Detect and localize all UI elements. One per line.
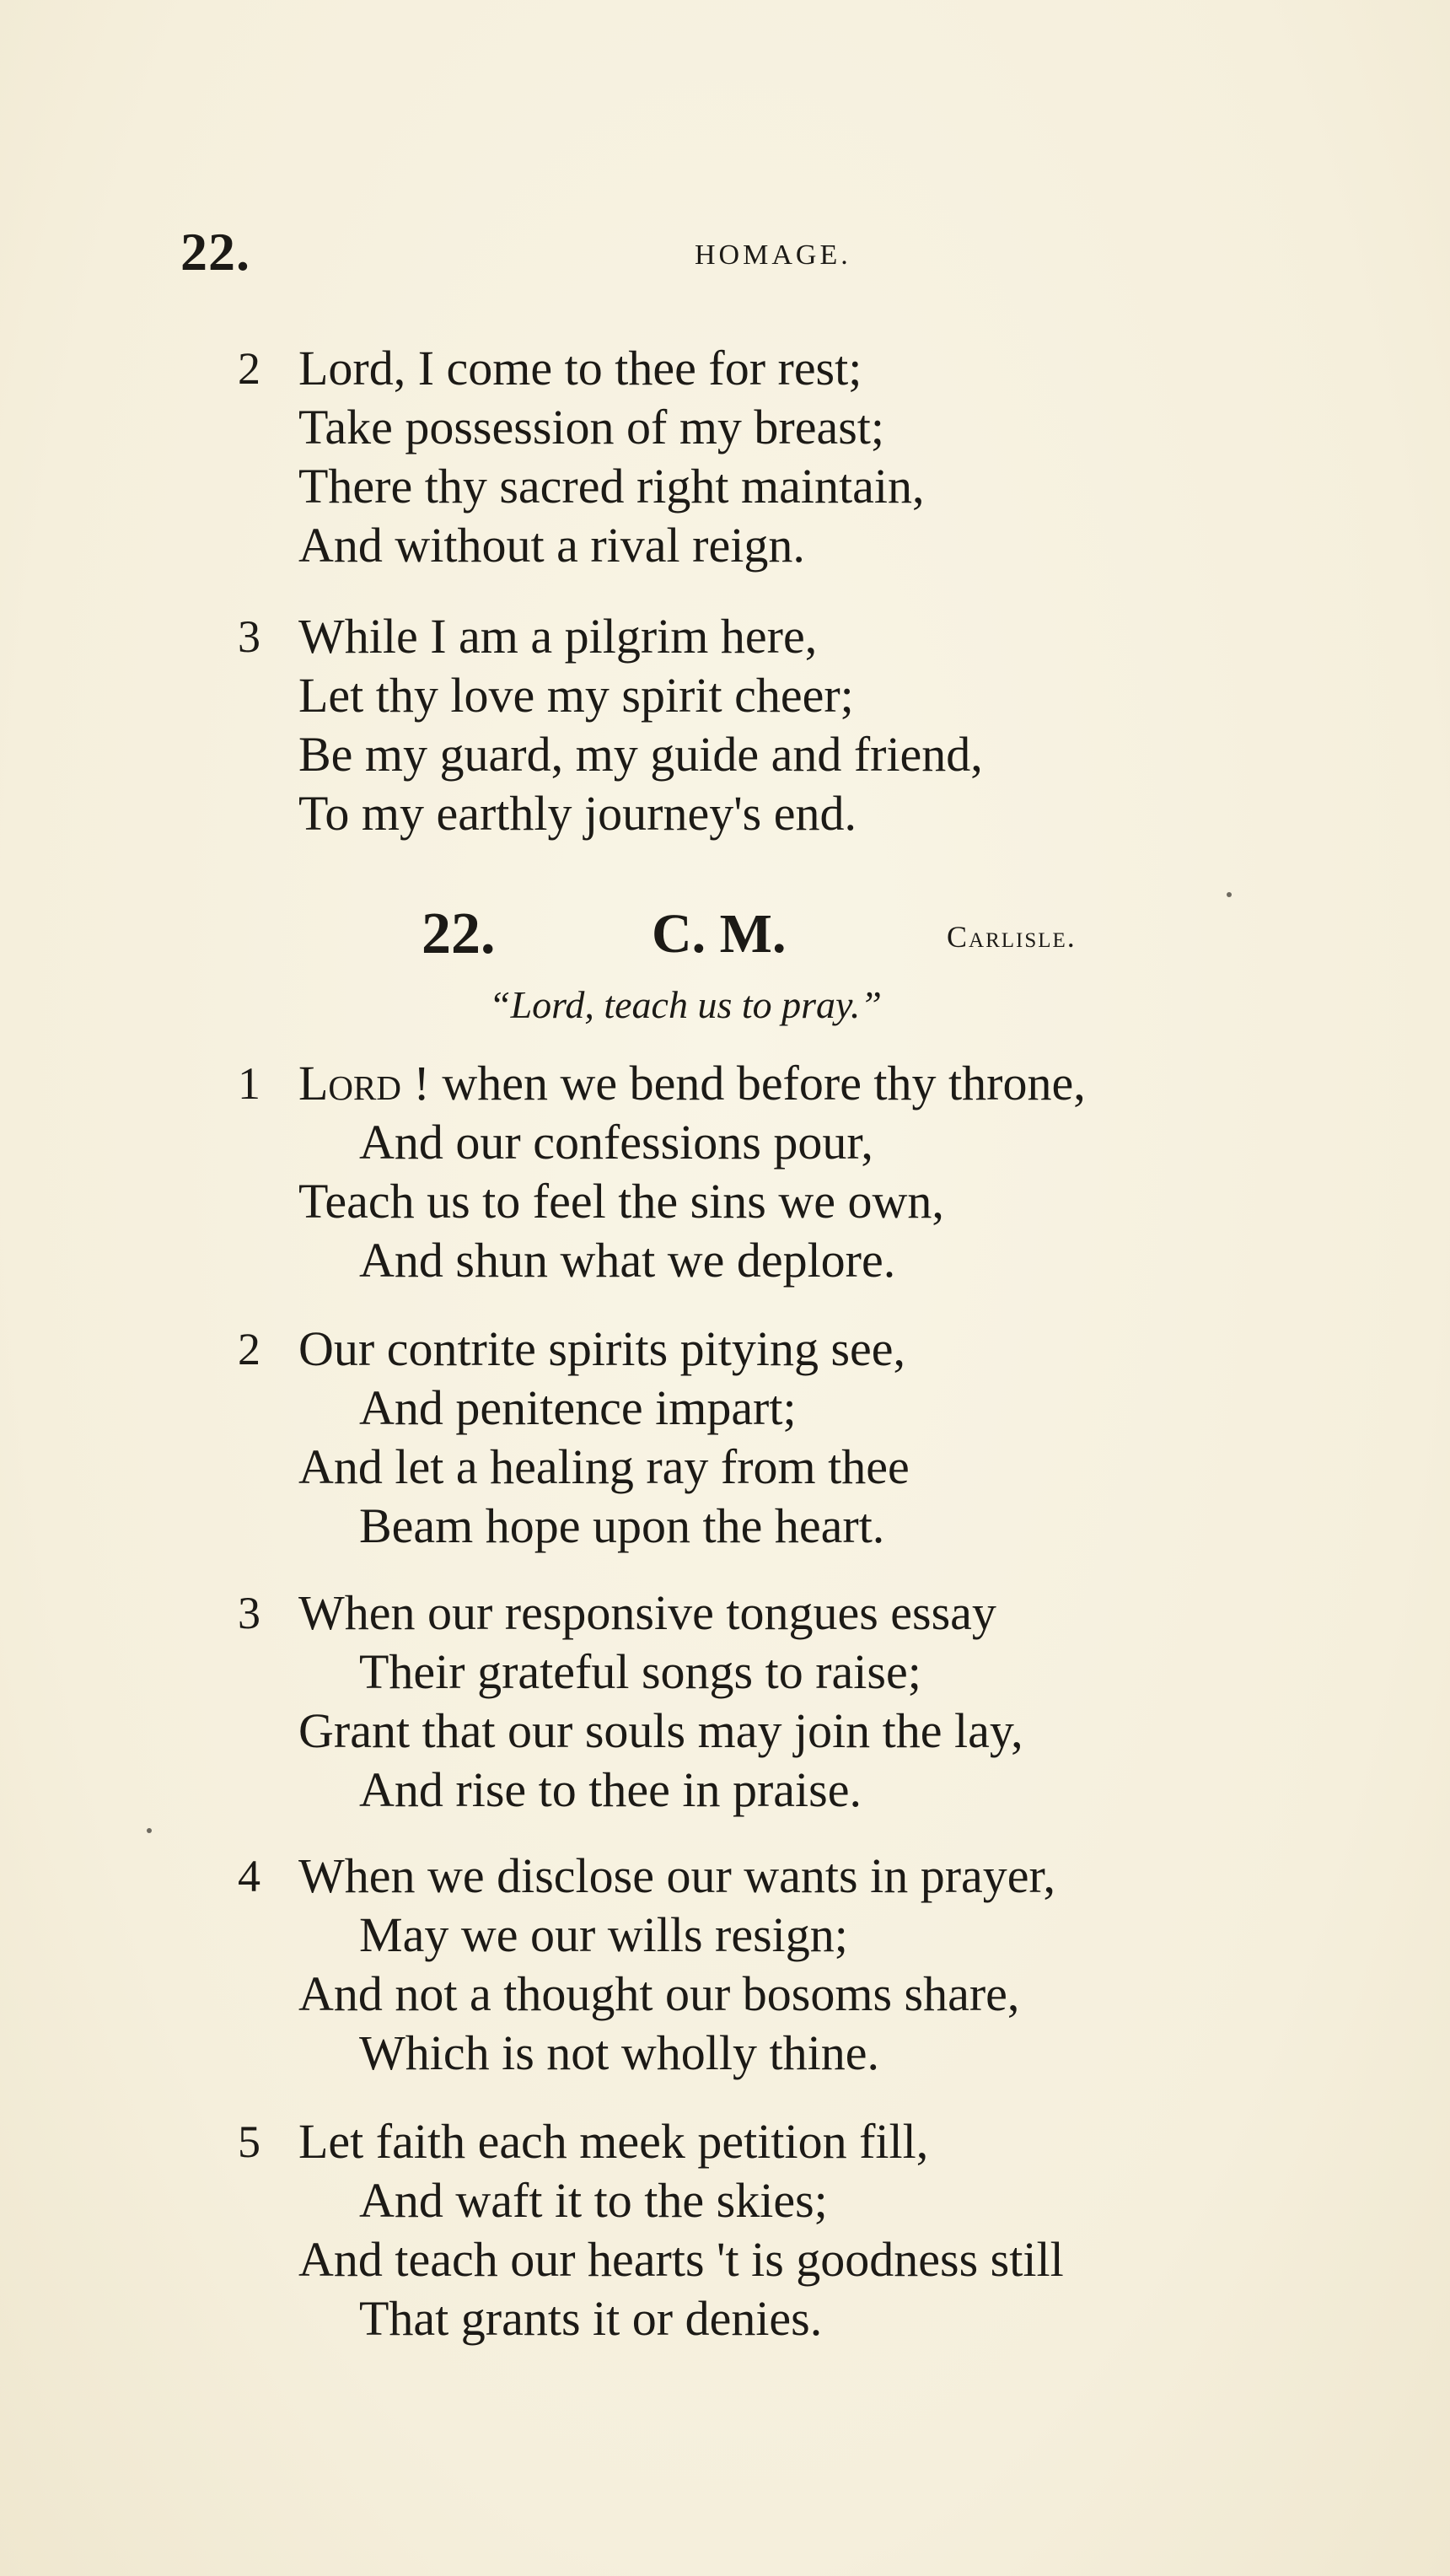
hymn-stanza [238,1054,1086,1290]
verse-text: Lord, I come to thee for rest; [298,341,862,395]
stanza-line [238,1054,1086,1113]
stanza-line [238,1847,1055,1906]
prev-hymn-stanza [238,607,983,843]
stanza-line: And without a rival reign. [298,518,805,573]
stanza-line: Take possession of my breast; [298,400,885,454]
stanza-line: And our confessions pour, [359,1115,873,1170]
hymn-number: 22. [422,901,496,966]
stanza-line [238,2112,1064,2171]
stanza-line [238,1320,910,1379]
stanza-line: Let thy love my spirit cheer; [298,668,854,723]
stanza-line: And not a thought our bosoms share, [298,1966,1020,2021]
verse-text: While I am a pilgrim here, [298,609,818,664]
stanza-line: Which is not wholly thine. [359,2025,879,2080]
prev-hymn-stanza [238,339,924,575]
stanza-line: Their grateful songs to raise; [359,1644,921,1699]
hymn-meter: C. M. [652,903,787,965]
stanza-line: And shun what we deplore. [359,1233,896,1288]
stanza-line: May we our wills resign; [359,1907,848,1962]
print-speck [147,1828,152,1833]
hymn-stanza [238,1320,910,1556]
stanza-line: Beam hope upon the heart. [359,1498,885,1553]
first-word: Lord [298,1056,401,1111]
hymn-stanza [238,2112,1064,2348]
stanza-line: And waft it to the skies; [359,2173,828,2228]
stanza-number: 3 [238,1588,260,1638]
stanza-number: 2 [238,343,260,394]
hymn-stanza [238,1584,1023,1820]
hymn-heading [422,901,1265,976]
stanza-number: 5 [238,2116,260,2167]
page-number: 22. [180,222,250,282]
stanza-line [238,339,924,398]
stanza-line: Grant that our souls may join the lay, [298,1703,1023,1758]
verse-text: When we disclose our wants in prayer, [298,1848,1056,1903]
stanza-number: 3 [238,611,260,662]
hymn-stanza [238,1847,1055,2083]
stanza-line: To my earthly journey's end. [298,786,857,841]
stanza-line: There thy sacred right maintain, [298,459,925,514]
running-head: HOMAGE. [695,239,851,271]
stanza-line: And penitence impart; [359,1380,797,1435]
verse-text: Our contrite spirits pitying see, [298,1321,906,1376]
verse-text: ! when we bend before thy throne, [413,1056,1086,1111]
stanza-line: Teach us to feel the sins we own, [298,1174,944,1229]
stanza-line [238,607,983,666]
page-header [180,221,1276,297]
hymn-tune: Carlisle. [947,920,1077,954]
print-speck [1227,892,1232,897]
stanza-line: And let a healing ray from thee [298,1439,910,1494]
stanza-line: That grants it or denies. [359,2291,823,2346]
stanza-line: And rise to thee in praise. [359,1762,862,1817]
stanza-line: Be my guard, my guide and friend, [298,727,983,782]
stanza-line [238,1584,1023,1643]
verse-text: Let faith each meek petition fill, [298,2114,929,2169]
stanza-number: 1 [238,1058,260,1109]
stanza-number: 2 [238,1324,260,1374]
verse-text: When our responsive tongues essay [298,1585,996,1640]
hymn-epigraph: “Lord, teach us to pray.” [489,983,883,1026]
stanza-number: 4 [238,1851,260,1901]
stanza-line: And teach our hearts 't is goodness still [298,2232,1064,2287]
